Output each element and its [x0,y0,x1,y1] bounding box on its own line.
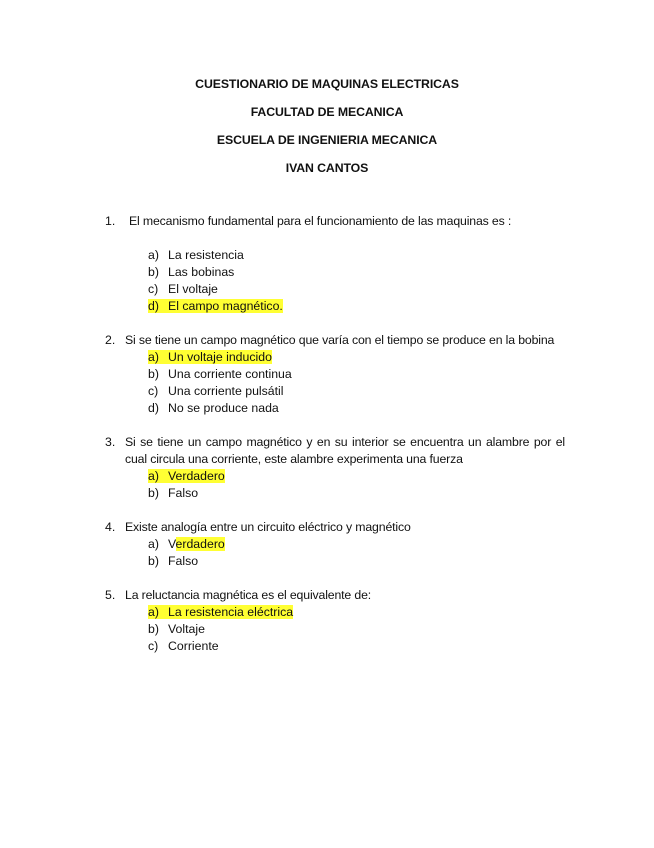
option-d-correct [148,298,565,315]
option-a-correct [148,536,565,553]
document-header [0,76,654,188]
option-text: Las bobinas [168,265,235,279]
option-d [148,400,565,417]
option-a-correct [148,349,565,366]
question-number: 3. [105,435,116,449]
option-letter: b) [148,486,159,500]
option-text-highlighted: La resistencia eléctrica [168,605,294,619]
question-3 [105,434,565,502]
document-title: CUESTIONARIO DE MAQUINAS ELECTRICAS [195,77,459,91]
author-name: IVAN CANTOS [285,161,369,175]
option-c [148,281,565,298]
option-b [148,485,565,502]
option-c [148,383,565,400]
question-2 [105,332,565,417]
question-text: Si se tiene un campo magnético y en su interior se encuentra un alambre por el cual circula una corriente, este alambre experimenta una fuerza [125,435,565,466]
option-letter: b) [148,367,159,381]
option-letter: b) [148,265,159,279]
option-text: Corriente [168,639,219,653]
option-a-correct [148,604,565,621]
option-list [105,468,565,502]
question-text: La reluctancia magnética es el equivalente de: [125,588,372,602]
option-b [148,553,565,570]
question-5 [105,587,565,655]
option-letter: c) [148,384,159,398]
option-text-highlighted: Verdadero [168,469,225,483]
question-list [105,213,565,672]
option-letter: a) [148,469,159,483]
option-a [148,247,565,264]
option-letter: a) [148,350,159,364]
option-b [148,264,565,281]
option-list [105,247,565,315]
question-number: 5. [105,588,116,602]
question-number: 2. [105,333,116,347]
school-name: ESCUELA DE INGENIERIA MECANICA [216,133,438,147]
option-letter: a) [148,605,159,619]
option-text: Una corriente pulsátil [168,384,284,398]
option-list [105,536,565,570]
option-b [148,621,565,638]
option-text: Falso [168,554,199,568]
question-text: Si se tiene un campo magnético que varía con el tiempo se produce en la bobina [125,333,555,347]
option-text: Una corriente continua [168,367,292,381]
option-list [105,604,565,655]
option-text: Voltaje [168,622,205,636]
option-text: La resistencia [168,248,244,262]
option-text: El voltaje [168,282,218,296]
option-text-plain-part: V [168,537,176,551]
question-number: 1. [105,214,116,228]
option-c [148,638,565,655]
question-1 [105,213,565,315]
question-4 [105,519,565,570]
option-text: Falso [168,486,199,500]
faculty-name: FACULTAD DE MECANICA [250,105,404,119]
option-text-highlighted: Un voltaje inducido [168,350,272,364]
option-letter: c) [148,639,159,653]
option-text-highlighted-part: erdadero [175,537,225,551]
option-a-correct [148,468,565,485]
option-letter: b) [148,622,159,636]
option-b [148,366,565,383]
option-letter: a) [148,248,159,262]
option-letter: b) [148,554,159,568]
question-text: El mecanismo fundamental para el funcionamiento de las maquinas es : [129,214,512,228]
option-letter: c) [148,282,159,296]
option-text: No se produce nada [168,401,279,415]
question-number: 4. [105,520,116,534]
option-letter: d) [148,299,159,313]
question-text: Existe analogía entre un circuito eléctrico y magnético [125,520,411,534]
option-list [105,349,565,417]
option-text-highlighted: El campo magnético. [168,299,283,313]
option-letter: a) [148,537,159,551]
option-letter: d) [148,401,159,415]
